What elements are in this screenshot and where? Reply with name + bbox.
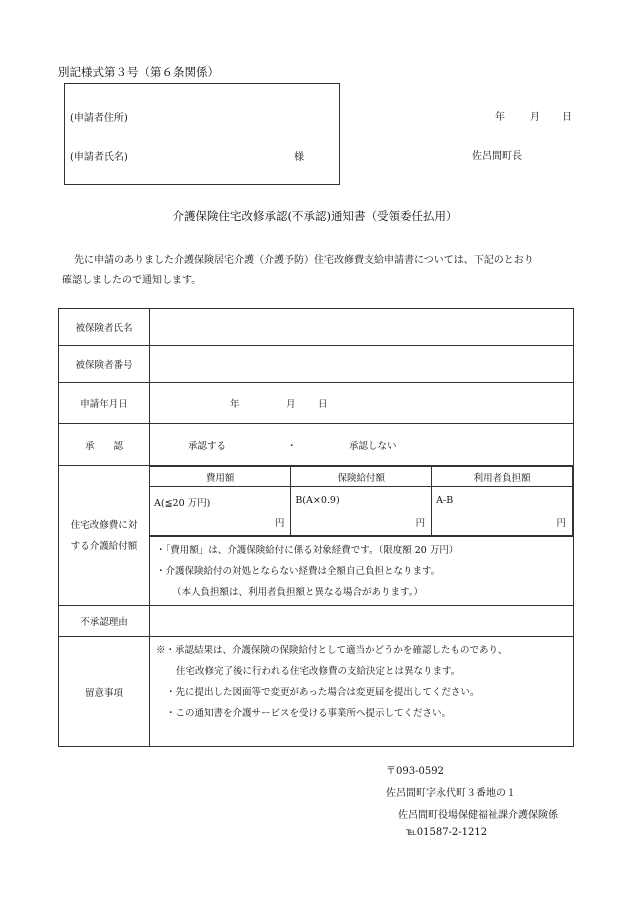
- user-formula: A-B: [436, 495, 454, 506]
- benefit-yen: 円: [415, 518, 426, 529]
- notes-content: [150, 637, 574, 747]
- document-title: 介護保険住宅改修承認(不承認)通知書（受領委任払用）: [172, 209, 458, 223]
- rejection-value[interactable]: [150, 606, 574, 637]
- cost-yen: 円: [274, 518, 285, 529]
- intro-line-2: 確認しましたので通知します。: [62, 275, 202, 286]
- col-user-burden: 利用者負担額: [432, 467, 573, 487]
- row-benefit: [59, 466, 574, 606]
- benefit-amounts-table: [150, 466, 573, 536]
- benefit-label: [59, 466, 150, 606]
- row-insured-number: [59, 346, 574, 383]
- approve-option[interactable]: 承認する: [188, 441, 227, 452]
- issuer: 佐呂間町長: [472, 151, 522, 162]
- benefit-label-line-1: 住宅改修費に対: [70, 519, 138, 531]
- cost-formula: A(≦20 万円): [154, 498, 211, 509]
- cost-cell[interactable]: [150, 487, 291, 536]
- note-3: ・先に提出した図面等で変更があった場合は変更届を提出してください。: [166, 687, 480, 698]
- footer-postal: 〒093-0592: [386, 766, 444, 777]
- app-day: 日: [318, 399, 328, 410]
- row-application-date: [59, 383, 574, 424]
- benefit-note-3: （本人負担額は、利用者負担額と異なる場合があります。）: [172, 587, 423, 598]
- application-date-value[interactable]: [150, 383, 574, 424]
- applicant-box: [64, 83, 340, 185]
- footer-department: 佐呂間町役場保健福祉課介護保険係: [398, 810, 558, 821]
- benefit-notes: [150, 536, 573, 603]
- footer-address: 佐呂間町字永代町３番地の１: [386, 788, 516, 799]
- benefit-values: [150, 487, 573, 536]
- intro-line-1: 先に申請のありました介護保険居宅介護（介護予防）住宅改修費支給申請書については、下記のとおり: [74, 255, 534, 266]
- issue-day: 日: [562, 112, 572, 123]
- user-burden-cell[interactable]: [432, 487, 573, 536]
- applicant-name-label: (申請者氏名): [70, 152, 128, 163]
- insured-name-label: 被保険者氏名: [59, 309, 150, 346]
- benefit-label-line-2: する介護給付額: [70, 540, 138, 552]
- insured-number-value[interactable]: [150, 346, 574, 383]
- note-2: 住宅改修完了後に行われる住宅改修費の支給決定とは異なります。: [176, 666, 461, 677]
- app-month: 月: [286, 399, 296, 410]
- form-number: 別記様式第３号（第６条関係）: [58, 65, 219, 79]
- notification-table: [58, 308, 574, 747]
- row-insured-name: [59, 309, 574, 346]
- user-yen: 円: [556, 518, 566, 529]
- issue-month: 月: [530, 112, 540, 123]
- approval-separator: ・: [287, 441, 297, 452]
- row-notes: [59, 637, 574, 747]
- footer-tel: ℡01587-2-1212: [406, 827, 488, 838]
- row-approval: [59, 424, 574, 466]
- col-cost: 費用額: [150, 467, 291, 487]
- row-rejection-reason: [59, 606, 574, 637]
- not-approve-option[interactable]: 承認しない: [349, 441, 397, 452]
- note-1: ※・承認結果は、介護保険の保険給付として適当かどうかを確認したものであり、: [156, 645, 508, 656]
- applicant-address-label: (申請者住所): [70, 113, 128, 124]
- rejection-label: 不承認理由: [59, 606, 150, 637]
- issue-year: 年: [495, 112, 505, 123]
- benefit-note-1: ・「費用額」は、介護保険給付に係る対象経費です。（限度額 20 万円）: [156, 545, 459, 556]
- benefit-columns: [150, 467, 573, 487]
- benefit-detail: [150, 466, 574, 606]
- benefit-formula: B(A×0.9): [295, 495, 340, 506]
- approval-label: 承 認: [59, 424, 150, 466]
- application-date-label: 申請年月日: [59, 383, 150, 424]
- benefit-note-2: ・介護保険給付の対処とならない経費は全額自己負担となります。: [156, 566, 441, 577]
- app-year: 年: [230, 399, 240, 410]
- notes-label: 留意事項: [59, 637, 150, 747]
- col-benefit: 保険給付額: [291, 467, 432, 487]
- note-4: ・この通知書を介護サービスを受ける事業所へ提示してください。: [166, 708, 452, 719]
- insured-name-value[interactable]: [150, 309, 574, 346]
- approval-value: [150, 424, 574, 466]
- benefit-cell[interactable]: [291, 487, 432, 536]
- insured-number-label: 被保険者番号: [59, 346, 150, 383]
- honorific: 様: [294, 152, 304, 163]
